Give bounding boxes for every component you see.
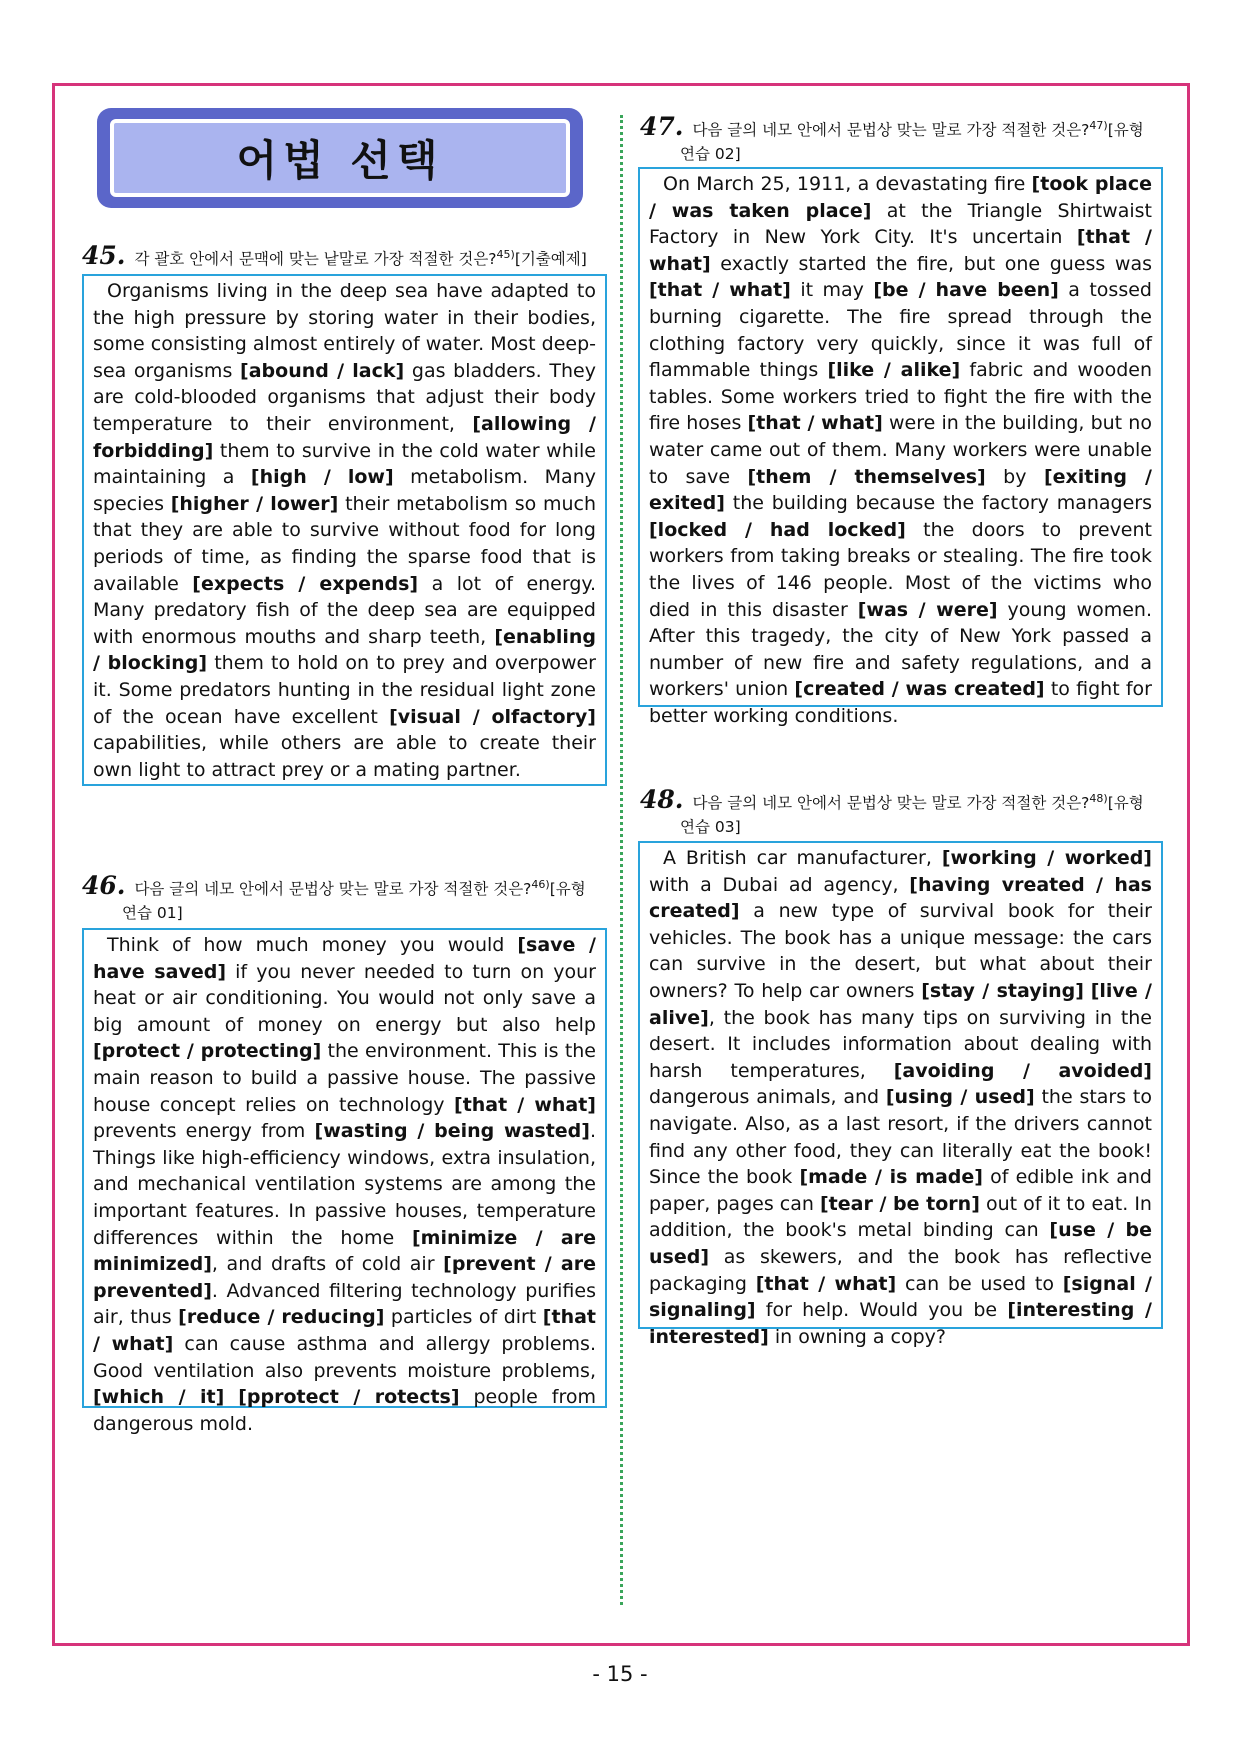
passage-fragment: a new type of survival book for their vehicles. The book has a unique message: the cars can survive in the desert, but what about their owners? To help car owners — [649, 900, 1152, 1002]
passage-fragment: . Things like high-efficiency windows, extra insulation, and mechanical ventilation systems are among the important features. In passive houses, temperature differences within the home — [93, 1120, 596, 1249]
passage-fragment: to fight for better working conditions. — [649, 678, 1152, 727]
question-tag: [유형 — [1107, 794, 1144, 813]
page-number: - 15 - — [592, 1662, 648, 1686]
passage-fragment: for help. Would you be — [755, 1299, 1008, 1322]
bracket-choice: [high / low] — [250, 466, 394, 489]
bracket-choice: [expects / expends] — [192, 572, 419, 595]
passage-fragment: with a Dubai ad agency, — [649, 873, 910, 896]
bracket-choice: [created / was created] — [794, 678, 1045, 701]
page-title: 어법 선택 — [236, 136, 444, 185]
bracket-choice: [took place / was taken place] — [649, 173, 1152, 222]
bracket-choice: [was / were] — [857, 598, 998, 621]
passage-fragment: exactly started the fire, but one guess was — [710, 252, 1152, 275]
footnote-ref: 46) — [531, 878, 550, 891]
question-48-passage — [638, 841, 1163, 1348]
passage-fragment: young women. After this tragedy, the city of New York passed a number of new fire and safety regulations, and a workers' union — [649, 598, 1152, 701]
column-divider — [620, 115, 623, 1605]
question-45-passage — [82, 274, 607, 786]
footnote-ref: 45) — [496, 248, 515, 261]
bracket-choice: [abound / lack] — [240, 359, 405, 382]
passage-fragment: of edible ink and paper, pages can — [649, 1166, 1152, 1215]
bracket-choice: [locked / had locked] — [649, 518, 906, 541]
bracket-choice: [higher / lower] — [170, 492, 339, 515]
bracket-choice: [them / themselves] — [747, 465, 986, 488]
passage-fragment: A British car manufacturer, — [663, 847, 942, 869]
question-tag-continued: 연습 01] — [122, 904, 183, 923]
passage-fragment: the stars to navigate. Also, as a last resort, if the drivers cannot find any other food, they can literally eat the book! Since the book — [649, 1086, 1152, 1189]
footnote-ref: 47) — [1089, 119, 1108, 132]
bracket-choice: [that / what] — [649, 279, 791, 302]
passage-fragment: prevents energy from — [93, 1120, 315, 1143]
bracket-choice: [reduce / reducing] — [178, 1306, 385, 1329]
question-46-passage — [82, 928, 607, 1435]
question-tag: [기출예제] — [514, 250, 587, 269]
bracket-choice: [stay / staying] — [921, 979, 1084, 1002]
passage-fragment — [224, 1386, 238, 1408]
bracket-choice: [having vreated / has created] — [649, 873, 1152, 923]
bracket-choice: [interesting / interested] — [649, 1299, 1152, 1348]
passage-text — [93, 278, 596, 783]
question-tag-continued: 연습 02] — [680, 145, 741, 164]
bracket-choice: [signal / signaling] — [649, 1272, 1152, 1322]
passage-fragment: in owning a copy? — [768, 1325, 946, 1348]
question-number: 48. — [640, 785, 684, 815]
passage-fragment: a lot of energy. Many predatory fish of the deep sea are equipped with enormous mouths and sharp teeth, — [93, 572, 596, 648]
passage-text — [93, 932, 596, 1437]
question-instruction: 각 괄호 안에서 문맥에 맞는 낱말로 가장 적절한 것은? — [134, 250, 497, 269]
question-instruction: 다음 글의 네모 안에서 문법상 맞는 말로 가장 적절한 것은? — [692, 794, 1090, 813]
passage-text — [649, 845, 1152, 1350]
bracket-choice: [made / is made] — [799, 1166, 983, 1189]
bracket-choice: [that / what] — [649, 226, 1152, 275]
question-instruction: 다음 글의 네모 안에서 문법상 맞는 말로 가장 적절한 것은? — [134, 880, 532, 899]
question-number: 47. — [640, 112, 684, 142]
passage-fragment: dangerous animals, and — [649, 1086, 886, 1109]
bracket-choice: [that / what] — [454, 1093, 596, 1116]
bracket-choice: [use / be used] — [649, 1219, 1153, 1268]
passage-fragment: at the Triangle Shirtwaist Factory in New York City. It's uncertain — [649, 199, 1152, 249]
bracket-choice: [using / used] — [885, 1086, 1035, 1109]
question-number: 45. — [82, 241, 126, 271]
question-45-header — [82, 243, 622, 271]
title-banner-inner — [110, 119, 570, 197]
bracket-choice: [which / it] — [93, 1386, 225, 1409]
bracket-choice: [like / alike] — [827, 359, 961, 382]
passage-fragment: the environment. This is the main reason to build a passive house. The passive house concept relies on technology — [93, 1040, 596, 1116]
passage-fragment: out of it to eat. In addition, the book's metal binding can — [649, 1192, 1152, 1242]
passage-fragment: if you never needed to turn on your heat or air conditioning. You would not only save a big amount of money on energy but also help — [93, 960, 596, 1036]
passage-fragment: , and drafts of cold air — [211, 1253, 444, 1276]
passage-fragment: it may — [790, 279, 874, 302]
bracket-choice: [avoiding / avoided] — [893, 1059, 1152, 1082]
bracket-choice: [save / have saved] — [93, 934, 596, 983]
passage-fragment — [1084, 980, 1091, 1002]
passage-fragment: On March 25, 1911, a devastating fire — [663, 173, 1032, 195]
bracket-choice: [protect / protecting] — [93, 1040, 322, 1063]
passage-fragment: by — [985, 465, 1044, 488]
bracket-choice: [live / alive] — [649, 979, 1153, 1029]
question-tag: [유형 — [1107, 121, 1144, 140]
bracket-choice: [working / worked] — [941, 847, 1152, 869]
passage-fragment: as skewers, and the book has reflective packaging — [649, 1245, 1152, 1295]
passage-fragment: were in the building, but no water came out of them. Many workers were unable to save — [649, 412, 1152, 488]
question-47-header — [640, 114, 1165, 166]
passage-fragment: the doors to prevent workers from taking breaks or stealing. The fire took the lives of 146 people. Most of the victims who died in this disaster — [649, 518, 1152, 621]
passage-fragment: can cause asthma and allergy problems. Good ventilation also prevents moisture problems, — [93, 1332, 596, 1382]
question-48-header — [640, 787, 1165, 839]
bracket-choice: [that / what] — [755, 1272, 897, 1295]
passage-fragment: them to survive in the cold water while maintaining a — [93, 439, 596, 489]
passage-fragment: capabilities, while others are able to create their own light to attract prey or a mating partner. — [93, 732, 596, 781]
bracket-choice: [exiting / exited] — [649, 465, 1152, 515]
bracket-choice: [visual / olfactory] — [389, 705, 596, 728]
passage-fragment: people from dangerous mold. — [93, 1386, 597, 1435]
bracket-choice: [prevent / are prevented] — [93, 1253, 596, 1302]
title-banner — [97, 108, 583, 208]
bracket-choice: [be / have been] — [873, 279, 1059, 302]
question-47-passage — [638, 167, 1163, 727]
question-tag: [유형 — [549, 880, 586, 899]
passage-fragment: can be used to — [896, 1272, 1063, 1295]
passage-fragment: them to hold on to prey and overpower it. Some predators hunting in the residual light zone of the ocean have excellent — [93, 652, 596, 728]
passage-fragment: metabolism. Many species — [93, 466, 596, 515]
question-number: 46. — [82, 871, 126, 901]
bracket-choice: [that / what] — [747, 412, 883, 435]
question-46-header — [82, 873, 607, 925]
passage-fragment: Organisms living in the deep sea have adapted to the high pressure by storing water in their bodies, some consisting almost entirely of water. Most deep-sea organisms — [93, 280, 596, 382]
bracket-choice: [wasting / being wasted] — [314, 1120, 590, 1143]
question-tag-continued: 연습 03] — [680, 818, 741, 837]
bracket-choice: [minimize / are minimized] — [93, 1226, 596, 1276]
bracket-choice: [pprotect / rotects] — [238, 1386, 460, 1409]
question-instruction: 다음 글의 네모 안에서 문법상 맞는 말로 가장 적절한 것은? — [692, 121, 1090, 140]
passage-text — [649, 171, 1152, 729]
bracket-choice: [that / what] — [93, 1306, 596, 1355]
passage-fragment: their metabolism so much that they are able to survive without food for long periods of time, as finding the sparse food that is available — [93, 492, 596, 595]
passage-fragment: . Advanced filtering technology purifies air, thus — [93, 1279, 596, 1329]
passage-fragment: particles of dirt — [384, 1306, 543, 1329]
passage-fragment: gas bladders. They are cold-blooded organisms that adjust their body temperature to their environment, — [93, 359, 596, 435]
passage-fragment: a tossed burning cigarette. The fire spread through the clothing factory very quickly, since it was full of flammable things — [649, 279, 1152, 382]
bracket-choice: [tear / be torn] — [819, 1192, 980, 1215]
passage-fragment: Think of how much money you would — [107, 934, 518, 956]
footnote-ref: 48) — [1089, 792, 1108, 805]
bracket-choice: [enabling / blocking] — [93, 625, 596, 675]
bracket-choice: [allowing / forbidding] — [93, 412, 596, 462]
passage-fragment: fabric and wooden tables. Some workers tried to fight the fire with the fire hoses — [649, 359, 1153, 435]
passage-fragment: the building because the factory managers — [724, 492, 1152, 515]
passage-fragment: , the book has many tips on surviving in the desert. It includes information about dealing with harsh temperatures, — [649, 1006, 1152, 1082]
